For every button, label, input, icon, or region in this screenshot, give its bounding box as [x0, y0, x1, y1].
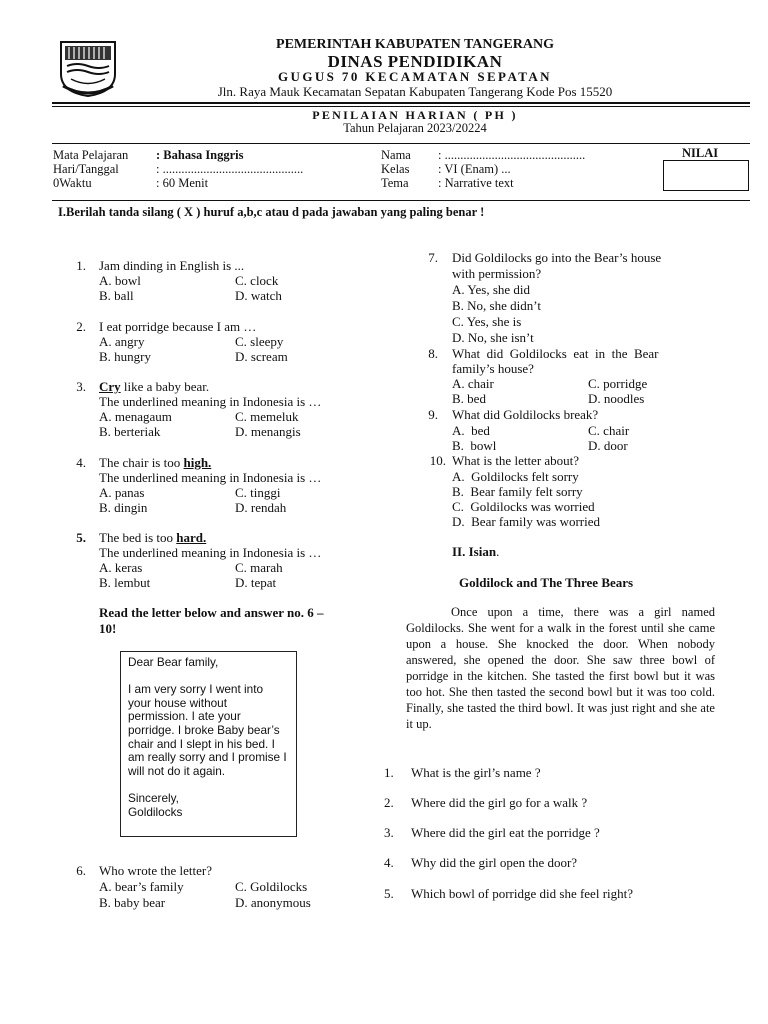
option-d[interactable]: D. anonymous: [235, 895, 311, 910]
question-2-text: I eat porridge because I am …: [99, 319, 257, 334]
subject-value: : Bahasa Inggris: [156, 148, 244, 162]
instruction: I.Berilah tanda silang ( X ) huruf a,b,c atau d pada jawaban yang paling benar !: [58, 205, 485, 219]
subject-label: Mata Pelajaran: [53, 148, 129, 162]
option-a[interactable]: A. bear’s family: [99, 879, 184, 894]
question-number: 6.: [76, 863, 86, 878]
exam-title: PENILAIAN HARIAN ( PH ): [312, 108, 518, 122]
option-a[interactable]: A. Yes, she did: [452, 282, 531, 297]
option-d[interactable]: D. noodles: [588, 391, 645, 406]
score-box[interactable]: [663, 160, 749, 191]
option-a[interactable]: A. keras: [99, 560, 143, 575]
info-top-divider: [52, 143, 750, 144]
essay-number: 4.: [384, 855, 394, 870]
option-d[interactable]: D. Bear family was worried: [452, 514, 601, 529]
date-field[interactable]: : .............................................: [156, 162, 304, 176]
option-c[interactable]: C. memeluk: [235, 409, 299, 424]
option-d[interactable]: D. rendah: [235, 500, 287, 515]
option-c[interactable]: C. porridge: [588, 376, 648, 391]
option-b[interactable]: B. hungry: [99, 349, 151, 364]
option-c[interactable]: C. chair: [588, 423, 630, 438]
option-c[interactable]: C. sleepy: [235, 334, 284, 349]
story-title: Goldilock and The Three Bears: [459, 575, 634, 590]
question-number: 7.: [428, 250, 438, 265]
letter-greeting: Dear Bear family,: [128, 655, 219, 669]
question-6-text: Who wrote the letter?: [99, 863, 212, 878]
question-8-text-cont: family’s house?: [452, 361, 534, 376]
question-number: 1.: [76, 258, 86, 273]
question-number: 10.: [429, 453, 446, 468]
class-label: Kelas: [381, 162, 410, 176]
option-b[interactable]: B. dingin: [99, 500, 148, 515]
school-year: Tahun Pelajaran 2023/20224: [343, 121, 487, 135]
essay-question: Where did the girl eat the porridge ?: [411, 825, 600, 840]
address: Jln. Raya Mauk Kecamatan Sepatan Kabupaten Tangerang Kode Pos 15520: [217, 84, 613, 99]
name-label: Nama: [381, 148, 411, 162]
office-name: DINAS PENDIDIKAN: [327, 52, 503, 71]
option-d[interactable]: D. tepat: [235, 575, 277, 590]
question-9-text: What did Goldilocks break?: [452, 407, 599, 422]
question-number: 3.: [76, 379, 86, 394]
question-10-text: What is the letter about?: [452, 453, 580, 468]
option-a[interactable]: A. angry: [99, 334, 145, 349]
question-number: 9.: [428, 407, 438, 422]
header-divider-thin: [52, 106, 750, 107]
option-d[interactable]: D. scream: [235, 349, 288, 364]
theme-value: : Narrative text: [438, 176, 514, 190]
letter-body: I am very sorry I went into your house without permission. I ate your porridge. I broke Baby bear’s chair and I slept in his bed. I am really sorry and I promise I will not do it again.: [128, 682, 287, 778]
option-b[interactable]: B. ball: [99, 288, 134, 303]
letter-closing: Sincerely,: [128, 790, 179, 805]
underlined-word: high.: [183, 455, 212, 470]
date-label: Hari/Tanggal: [53, 162, 119, 176]
option-a[interactable]: A. bed: [452, 423, 490, 438]
underlined-word: hard.: [176, 530, 207, 545]
question-4-subtext: The underlined meaning in Indonesia is …: [99, 470, 322, 485]
reading-instruction-end: 10!: [99, 621, 117, 636]
score-label: NILAI: [682, 146, 719, 160]
question-number: 8.: [428, 346, 438, 361]
question-number: 2.: [76, 319, 86, 334]
option-a[interactable]: A. bowl: [99, 273, 141, 288]
option-a[interactable]: A. panas: [99, 485, 145, 500]
option-c[interactable]: C. Yes, she is: [452, 314, 522, 329]
option-b[interactable]: B. bed: [452, 391, 486, 406]
option-b[interactable]: B. No, she didn’t: [452, 298, 541, 313]
option-d[interactable]: D. watch: [235, 288, 282, 303]
option-b[interactable]: B. baby bear: [99, 895, 166, 910]
essay-question: What is the girl’s name ?: [411, 765, 541, 780]
essay-number: 2.: [384, 795, 394, 810]
option-d[interactable]: D. menangis: [235, 424, 301, 439]
question-4-text: The chair is too high.: [99, 455, 212, 470]
time-label: 0Waktu: [53, 176, 92, 190]
option-b[interactable]: B. lembut: [99, 575, 151, 590]
question-3-subtext: The underlined meaning in Indonesia is …: [99, 394, 322, 409]
question-1-text: Jam dinding in English is ...: [99, 258, 245, 273]
reading-instruction: Read the letter below and answer no. 6 –: [99, 605, 324, 620]
essay-question: Where did the girl go for a walk ?: [411, 795, 588, 810]
option-d[interactable]: D. No, she isn’t: [452, 330, 534, 345]
essay-number: 1.: [384, 765, 394, 780]
question-7-text-cont: with permission?: [452, 266, 542, 281]
question-number: 4.: [76, 455, 86, 470]
option-c[interactable]: C. tinggi: [235, 485, 281, 500]
question-3-text: Cry like a baby bear.: [99, 379, 210, 394]
option-c[interactable]: C. Goldilocks: [235, 879, 308, 894]
question-7-text: Did Goldilocks go into the Bear’s house: [452, 250, 662, 265]
story-text: Once upon a time, there was a girl named Goldilocks. She went for a walk in the forest until she came upon a house. She knocked the door. When nobody answered, she opened the door. She saw three bowl of porridge in the kitchen. She tasted the first bowl but it was too hot. She then tasted the second bowl but it was too cold. Finally, she tasted the third bowl. It was just right and she ate it up.: [406, 605, 715, 731]
info-bottom-divider: [52, 200, 750, 201]
letter-signature: Goldilocks: [128, 804, 183, 819]
option-a[interactable]: A. Goldilocks felt sorry: [452, 469, 579, 484]
cluster-name: GUGUS 70 KECAMATAN SEPATAN: [278, 69, 552, 84]
essay-question: Why did the girl open the door?: [411, 855, 578, 870]
essay-number: 5.: [384, 886, 394, 901]
underlined-word: Cry: [99, 379, 121, 394]
essay-number: 3.: [384, 825, 394, 840]
option-b[interactable]: B. Bear family felt sorry: [452, 484, 583, 499]
class-value: : VI (Enam) ...: [438, 162, 511, 176]
section-2-title: II. Isian.: [452, 544, 500, 559]
option-c[interactable]: C. marah: [235, 560, 283, 575]
question-number: 5.: [76, 530, 86, 545]
option-b[interactable]: B. bowl: [452, 438, 497, 453]
government-name: PEMERINTAH KABUPATEN TANGERANG: [276, 37, 554, 52]
letter-box: [120, 651, 297, 837]
name-field[interactable]: : .............................................: [438, 148, 586, 162]
question-5-subtext: The underlined meaning in Indonesia is …: [99, 545, 322, 560]
option-b[interactable]: B. berteriak: [99, 424, 161, 439]
header-divider: [52, 102, 750, 104]
time-value: : 60 Menit: [156, 176, 209, 190]
question-5-text: The bed is too hard.: [99, 530, 207, 545]
question-8-text: What did Goldilocks eat in the Bear: [452, 346, 659, 361]
regency-logo: [57, 38, 119, 98]
option-c[interactable]: C. Goldilocks was worried: [452, 499, 595, 514]
essay-question: Which bowl of porridge did she feel right?: [411, 886, 634, 901]
option-d[interactable]: D. door: [588, 438, 628, 453]
theme-label: Tema: [381, 176, 409, 190]
option-c[interactable]: C. clock: [235, 273, 279, 288]
option-a[interactable]: A. menagaum: [99, 409, 172, 424]
option-a[interactable]: A. chair: [452, 376, 494, 391]
